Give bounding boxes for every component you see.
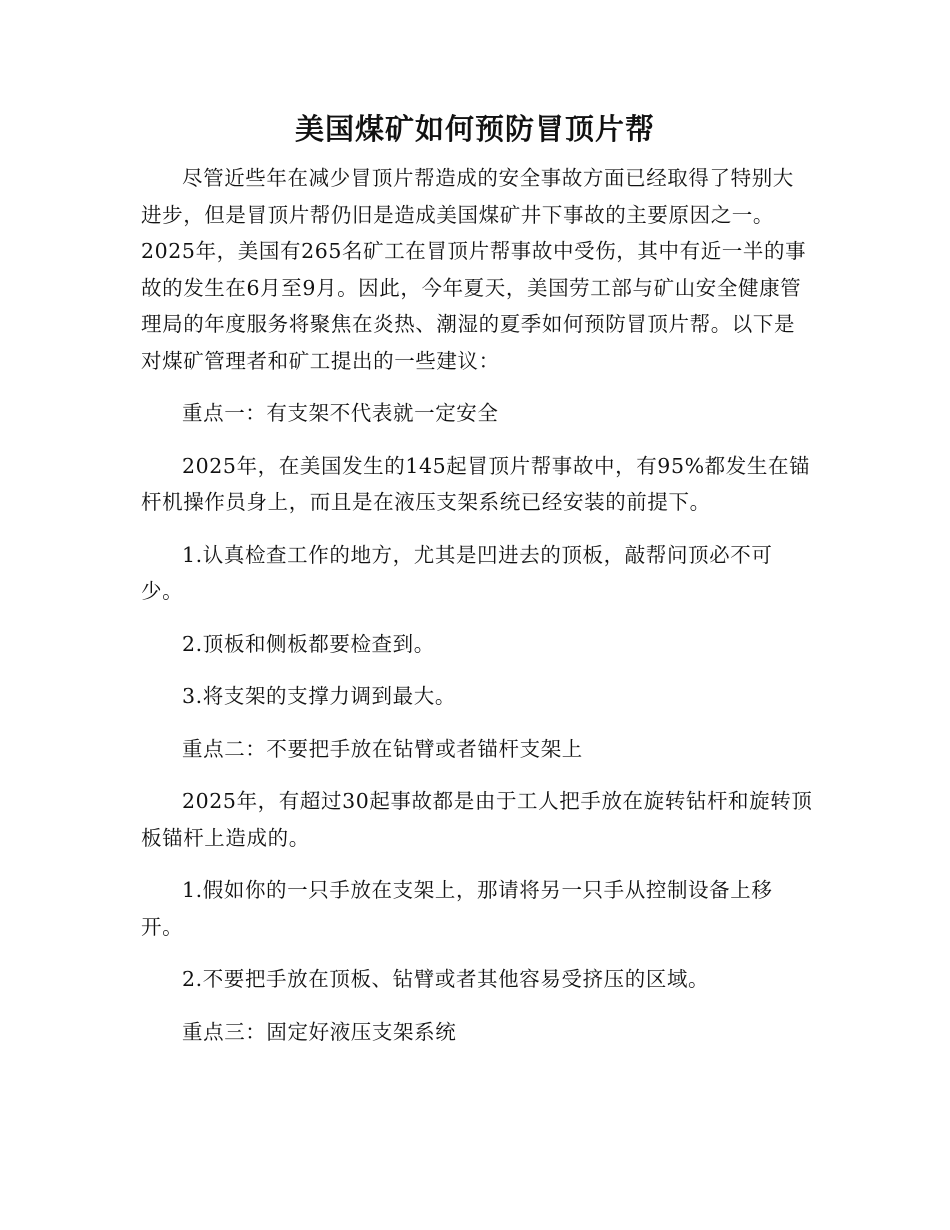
document-title: 美国煤矿如何预防冒顶片帮 <box>294 112 655 146</box>
list-item: 2.不要把手放在顶板、钻臂或者其他容易受挤压的区域。 <box>182 967 710 991</box>
document-body <box>141 160 813 1066</box>
paragraph: 2025年，在美国发生的145起冒顶片帮事故中，有95%都发生在锚杆机操作员身上，而且是在液压支架系统已经安装的前提下。 <box>141 453 811 514</box>
intro-paragraph: 尽管近些年在减少冒顶片帮造成的安全事故方面已经取得了特别大进步，但是冒顶片帮仍旧是造成美国煤矿井下事故的主要原因之一。2025年，美国有265名矿工在冒顶片帮事故中受伤，其中有近一半的事故的发生在6月至9月。因此，今年夏天，美国劳工部与矿山安全健康管理局的年度服务将聚焦在炎热、潮湿的夏季如何预防冒顶片帮。以下是对煤矿管理者和矿工提出的一些建议： <box>141 166 807 373</box>
list-item: 3.将支架的支撑力调到最大。 <box>182 684 456 708</box>
list-item: 2.顶板和侧板都要检查到。 <box>182 631 435 656</box>
section-heading-1: 重点一：有支架不代表就一定安全 <box>182 401 499 425</box>
list-item: 1.认真检查工作的地方，尤其是凹进去的顶板，敲帮问顶必不可少。 <box>141 542 773 603</box>
section-heading-3: 重点三：固定好液压支架系统 <box>182 1019 457 1044</box>
list-item: 1.假如你的一只手放在支架上，那请将另一只手从控制设备上移开。 <box>141 878 773 939</box>
paragraph: 2025年，有超过30起事故都是由于工人把手放在旋转钻杆和旋转顶板锚杆上造成的。 <box>141 789 813 850</box>
section-heading-2: 重点二：不要把手放在钻臂或者锚杆支架上 <box>182 736 583 761</box>
